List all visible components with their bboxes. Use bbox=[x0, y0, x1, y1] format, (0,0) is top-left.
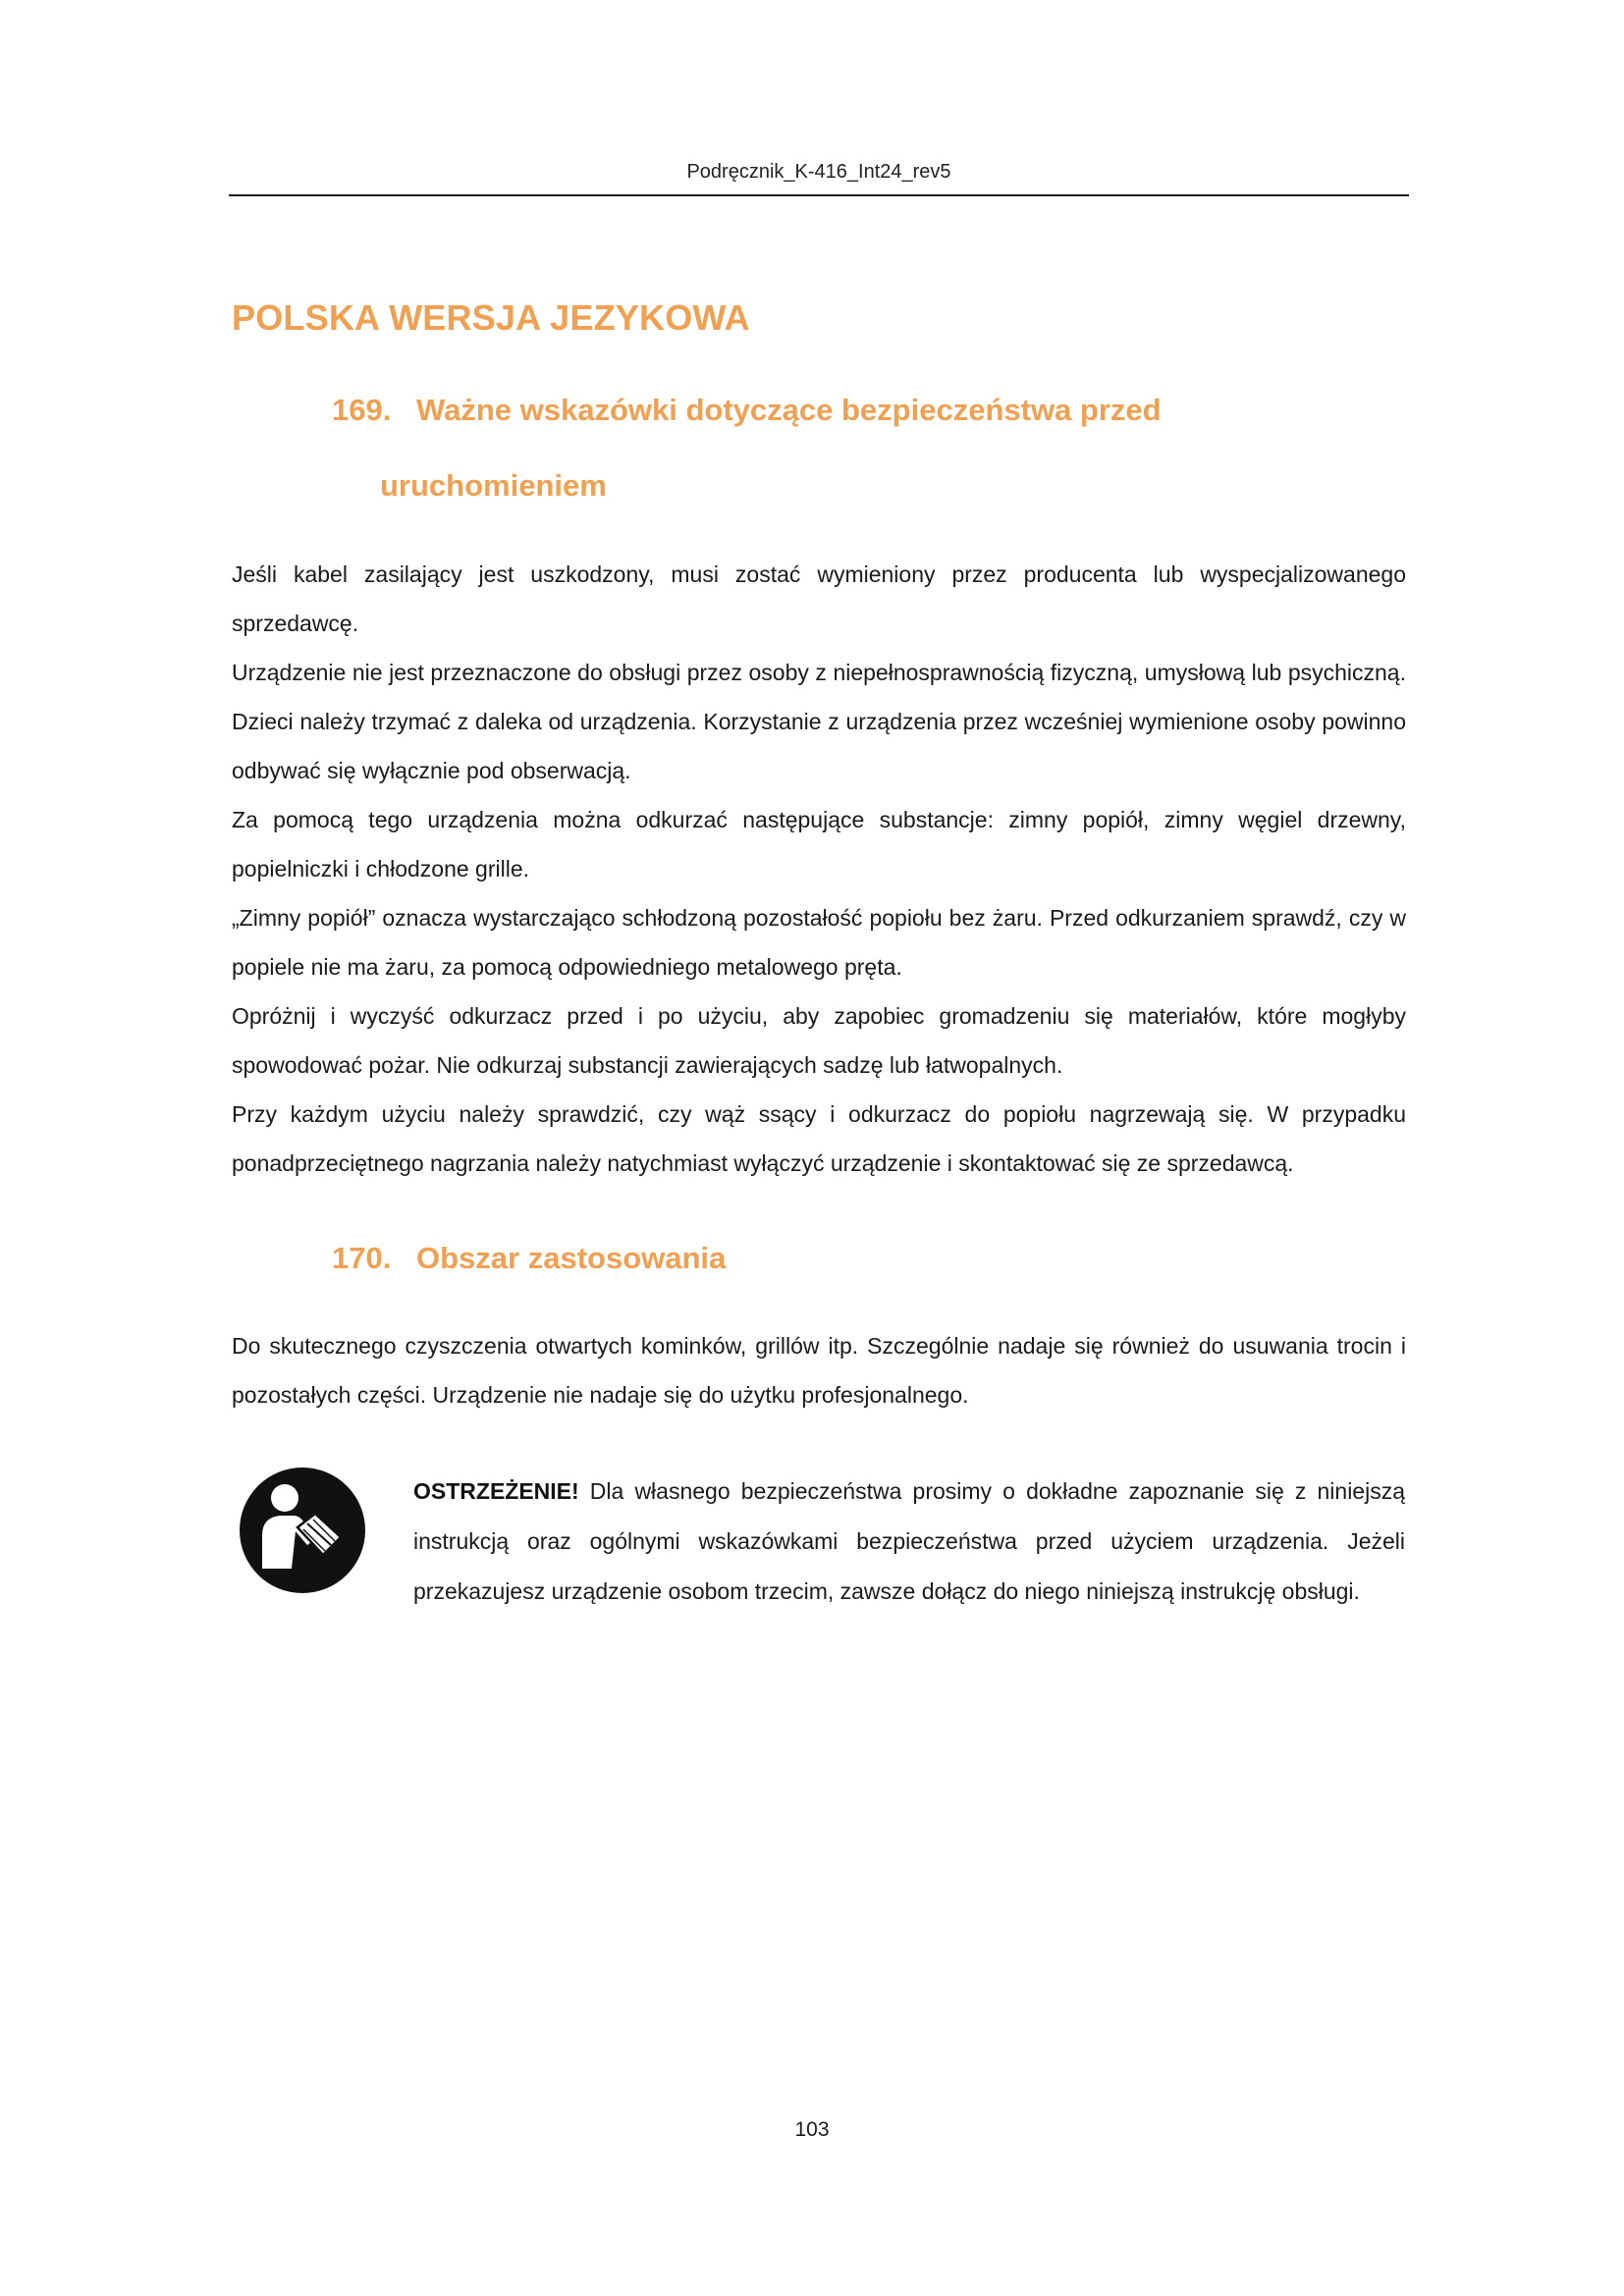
warning-body: Dla własnego bezpieczeństwa prosimy o dokładne zapoznanie się z niniejszą instrukcją oraz ogólnymi wskazówkami bezpieczeństwa przed użyciem urządzenia. Jeżeli przekazujesz urządzenie osobom trzecim, zawsze dołącz do niego niniejszą instrukcję obsługi. bbox=[413, 1478, 1405, 1604]
language-version-title: POLSKA WERSJA JEZYKOWA bbox=[232, 297, 750, 338]
section-169-heading-continued: uruchomieniem bbox=[380, 468, 607, 503]
section-169-body bbox=[232, 550, 1406, 1188]
header-rule bbox=[229, 194, 1409, 196]
section-170-body bbox=[232, 1321, 1406, 1419]
warning-label: OSTRZEŻENIE! bbox=[413, 1478, 579, 1504]
warning-block bbox=[239, 1467, 1407, 1673]
section-170-title: Obszar zastosowania bbox=[416, 1241, 727, 1275]
read-manual-icon bbox=[239, 1467, 366, 1594]
paragraph-power-cable: Jeśli kabel zasilający jest uszkodzony, musi zostać wymieniony przez producenta lub wyspecjalizowanego sprzedawcę. bbox=[232, 561, 1406, 636]
paragraph-substances: Za pomocą tego urządzenia można odkurzać następujące substancje: zimny popiół, zimny węgiel drzewny, popielniczki i chłodzone grille. bbox=[232, 807, 1406, 881]
paragraph-empty-clean: Opróżnij i wyczyść odkurzacz przed i po użyciu, aby zapobiec gromadzeniu się materiałów, które mogłyby spowodować pożar. Nie odkurzaj substancji zawierających sadzę lub łatwopalnych. bbox=[232, 1003, 1406, 1078]
warning-text bbox=[413, 1467, 1405, 1617]
page-number: 103 bbox=[794, 2118, 830, 2141]
paragraph-cold-ash: „Zimny popiół” oznacza wystarczająco schłodzoną pozostałość popiołu bez żaru. Przed odkurzaniem sprawdź, czy w popiele nie ma żaru, za pomocą odpowiedniego metalowego pręta. bbox=[232, 905, 1406, 980]
section-170-heading bbox=[332, 1241, 726, 1276]
paragraph-application-area: Do skutecznego czyszczenia otwartych kominków, grillów itp. Szczególnie nadaje się również do usuwania trocin i pozostałych części. Urządzenie nie nadaje się do użytku profesjonalnego. bbox=[232, 1333, 1406, 1408]
section-169-heading bbox=[332, 393, 1162, 428]
paragraph-heating-check: Przy każdym użyciu należy sprawdzić, czy wąż ssący i odkurzacz do popiołu nagrzewają się. W przypadku ponadprzeciętnego nagrzania należy natychmiast wyłączyć urządzenie i skontaktować się ze sprzedawcą. bbox=[232, 1101, 1406, 1176]
document-header: Podręcznik_K-416_Int24_rev5 bbox=[686, 161, 951, 183]
paragraph-disabled-persons: Urządzenie nie jest przeznaczone do obsługi przez osoby z niepełnosprawnością fizyczną, umysłową lub psychiczną. Dzieci należy trzymać z daleka od urządzenia. Korzystanie z urządzenia przez wcześniej wymienione osoby powinno odbywać się wyłącznie pod obserwacją. bbox=[232, 660, 1406, 783]
section-169-number: 169. bbox=[332, 393, 392, 427]
section-170-number: 170. bbox=[332, 1241, 392, 1275]
section-169-title-line1: Ważne wskazówki dotyczące bezpieczeństwa przed bbox=[416, 393, 1162, 427]
